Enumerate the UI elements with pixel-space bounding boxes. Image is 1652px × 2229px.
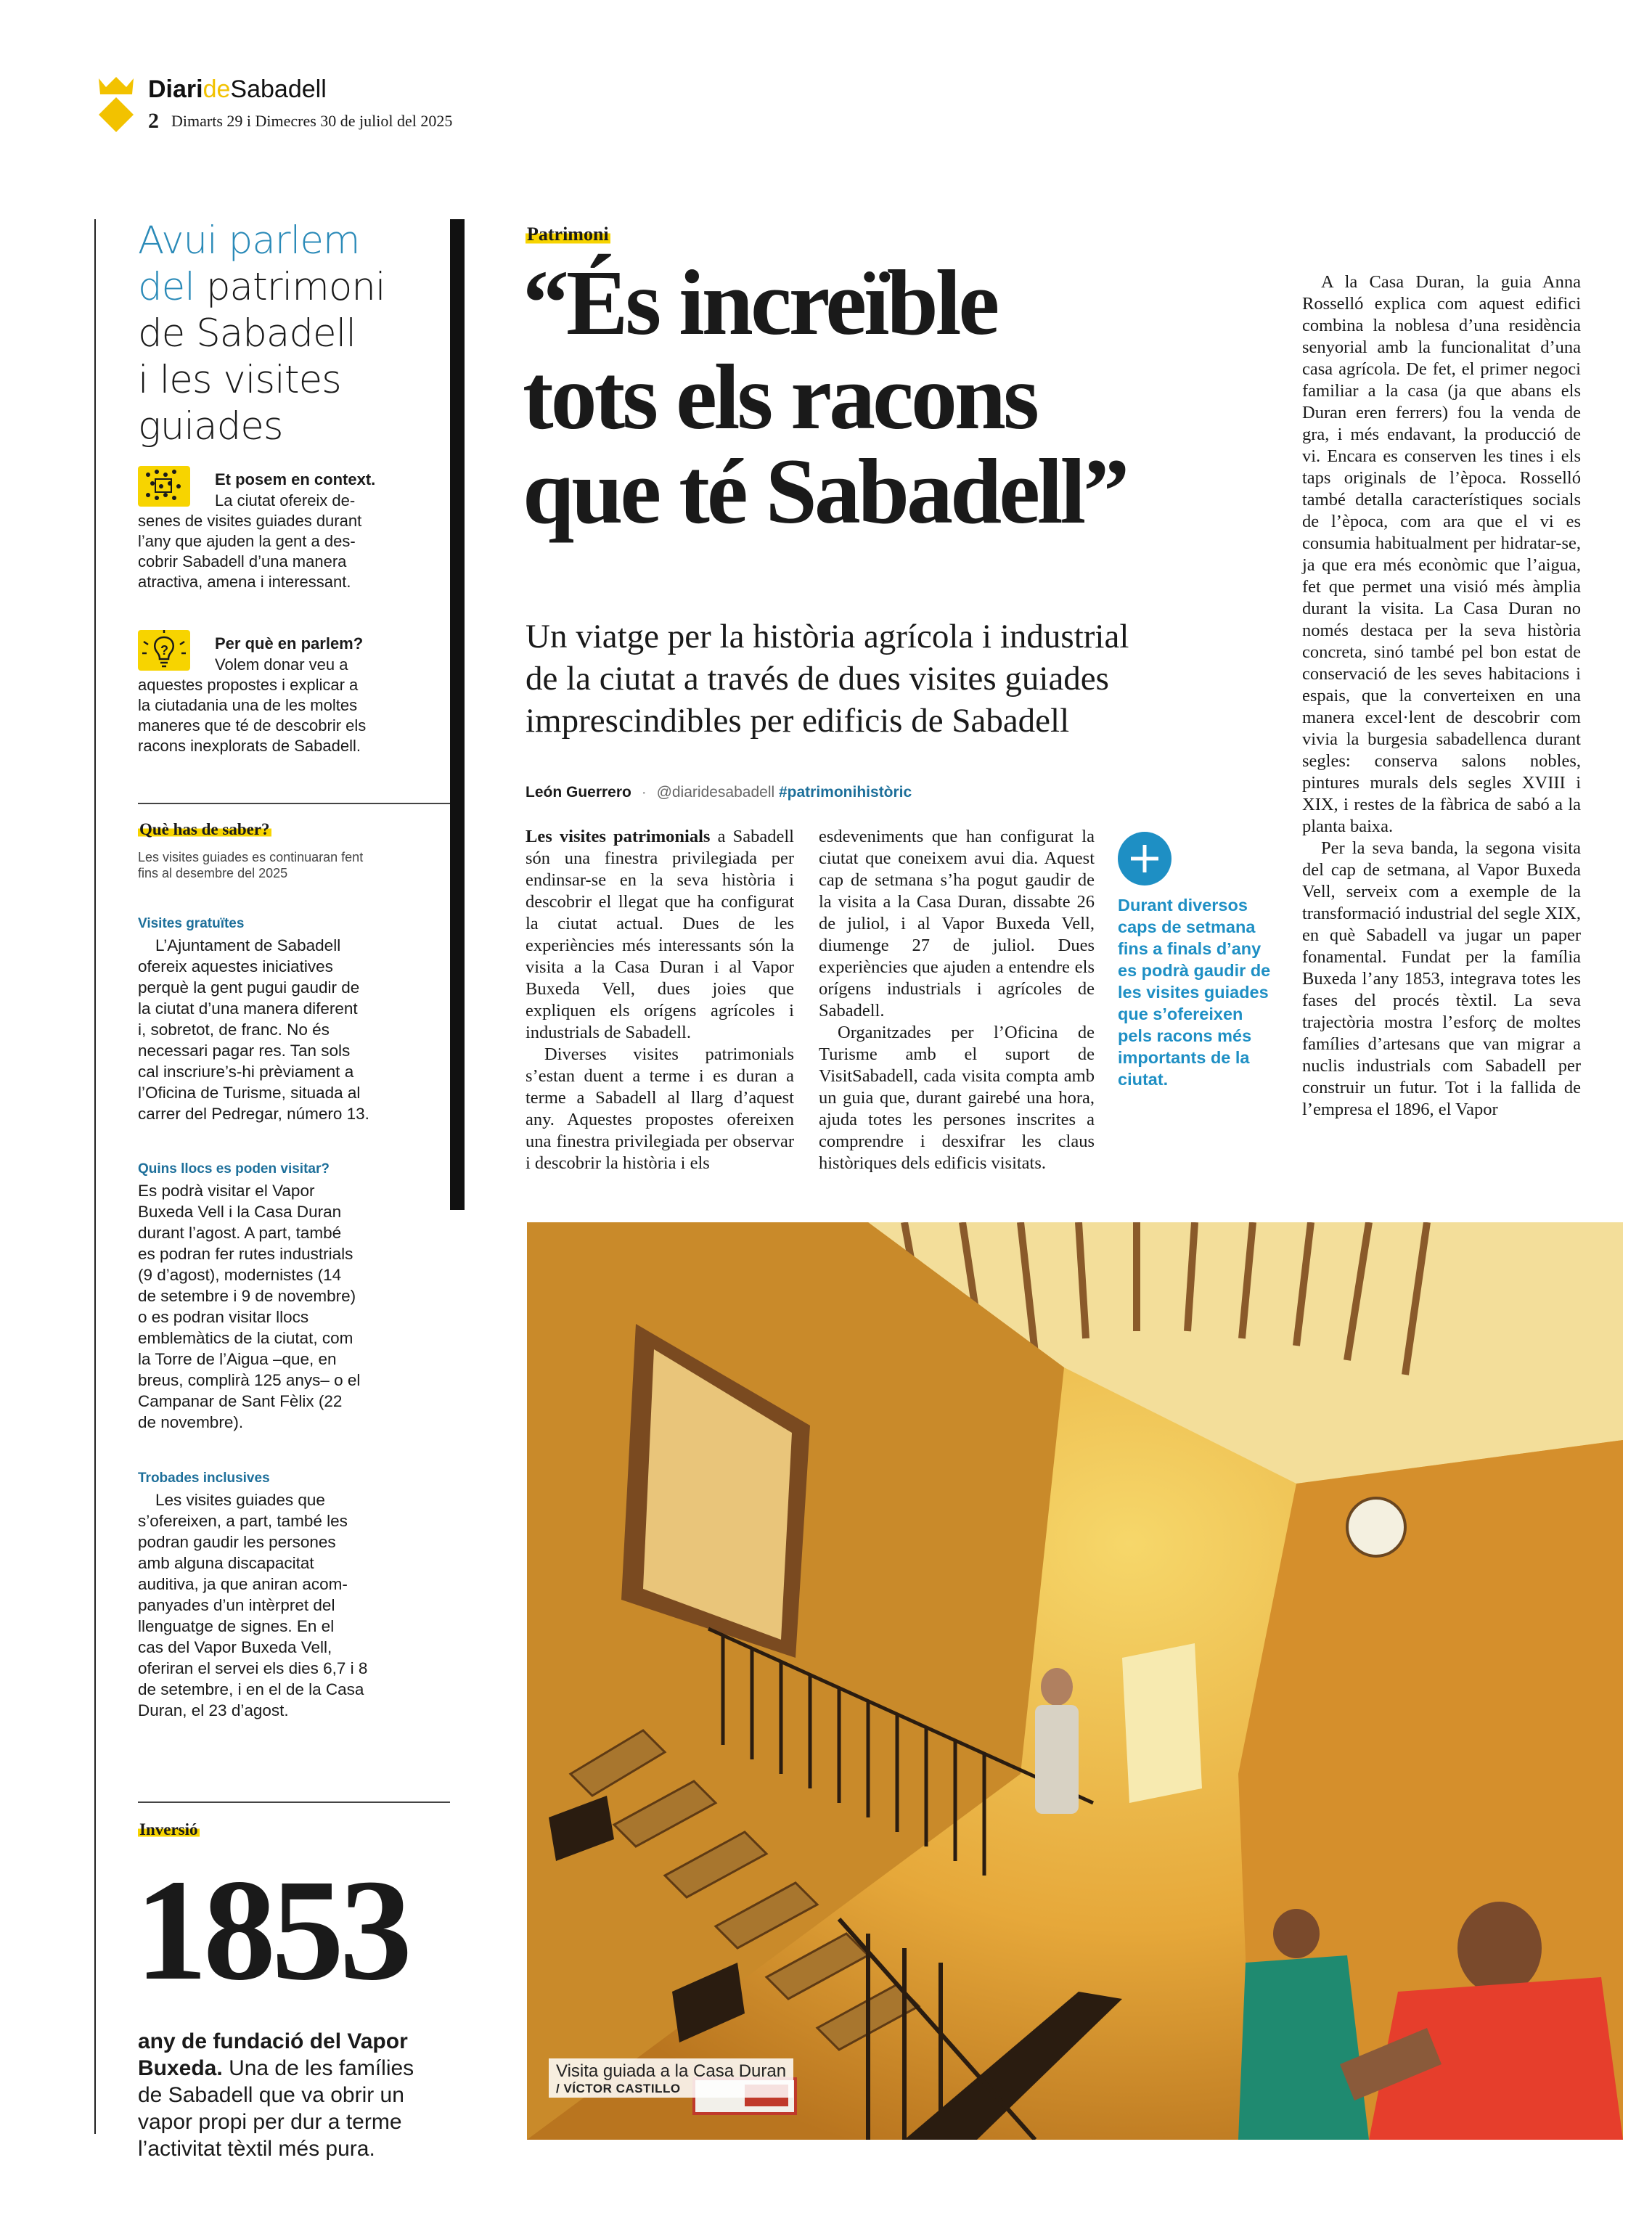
why-line: aquestes propostes i explicar a — [138, 676, 359, 694]
hashtag[interactable]: #patrimonihistòric — [779, 784, 912, 801]
plus-circle-icon — [1118, 832, 1171, 886]
inclusive-body — [138, 1489, 443, 1721]
year-line: vapor propi per dur a terme — [138, 2110, 402, 2134]
year-line: l’activitat tèxtil més pura. — [138, 2137, 375, 2161]
sidebar-title-blue-1: Avui parlem — [138, 218, 360, 263]
article-column-2 — [819, 826, 1095, 1174]
year-description — [138, 2028, 443, 2162]
main-column-rule — [450, 219, 465, 1210]
newspaper-logo-icon — [96, 75, 136, 134]
column-1-paragraph-1: a Sabadell són una finestra privilegiada per endinsar-se en la seva història i descobrir el llegat que ha configurat la ciutat actual. Dues de les experiències més interessants són la visita a la Casa Duran i al Vapor Buxeda Vell, dues joies que expliquen els orígens agrícoles i industrials de Sabadell. — [526, 827, 794, 1042]
lightbulb-question-icon — [138, 630, 190, 671]
places-line: de novembre). — [138, 1413, 244, 1431]
standfirst-line: imprescindibles per edificis de Sabadell — [526, 702, 1070, 740]
masthead-name-part3: Sabadell — [230, 75, 327, 103]
context-heading: Et posem en context. — [215, 470, 376, 488]
social-handle[interactable]: @diaridesabadell — [656, 784, 775, 801]
headline-line: que té Sabadell” — [523, 440, 1127, 543]
byline-separator: · — [641, 784, 647, 801]
year-bold-2: Buxeda. — [138, 2056, 223, 2080]
masthead-title[interactable] — [148, 77, 327, 102]
places-line: o es podran visitar llocs — [138, 1308, 309, 1326]
places-line: breus, complirà 125 anys– o el — [138, 1371, 361, 1389]
free-line: L’Ajuntament de Sabadell — [155, 936, 341, 954]
svg-text:?: ? — [160, 643, 168, 658]
column-4-paragraph-2: Per la seva banda, la segona visita del cap de setmana, al Vapor Buxeda Vell, serveix com a exemple de la transformació industrial del segle XIX, en què Sabadell va jugar un paper fonamental. Fundat per la família Buxeda l’any 1853, integrava totes les fases del procés tèxtil. La seva trajectòria mostra l’esforç de moltes famílies d’artesans que van migrar a nuclis industrials com Sabadell per construir un futur. Tot i la fallida de l’empresa el 1896, el Vapor — [1302, 838, 1581, 1119]
places-line: durant l’agost. A part, també — [138, 1224, 342, 1242]
incl-line: podran gaudir les persones — [138, 1533, 336, 1551]
places-line: Campanar de Sant Fèlix (22 — [138, 1392, 343, 1410]
byline — [526, 784, 912, 801]
sidebar-title-black-4: guiades — [138, 404, 283, 449]
places-body — [138, 1180, 443, 1433]
incl-line: auditiva, ja que aniran acom- — [138, 1575, 348, 1593]
context-line: l’any que ajuden la gent a des- — [138, 532, 356, 550]
free-line: cal inscriure’s-hi prèviament a — [138, 1063, 354, 1081]
article-column-4 — [1302, 271, 1581, 1121]
photo-credit: / VÍCTOR CASTILLO — [556, 2082, 681, 2095]
free-line: i, sobretot, de franc. No és — [138, 1021, 330, 1039]
incl-line: Les visites guiades que — [155, 1491, 325, 1509]
highlight-aside: Durant diversos caps de setmana fins a finals d’any es podrà gaudir de les visites guiades que s’ofereixen pels racons més importants de la ciutat. — [1118, 896, 1271, 1089]
know-label — [138, 820, 271, 839]
masthead-name-part1: Diari — [148, 75, 203, 103]
map-dots-icon — [138, 466, 190, 507]
column-2-paragraph-2: Organitzades per l’Oficina de Turisme amb el suport de VisitSabadell, cada visita compta amb un guia que, durant gairebé una hora, ajuda totes les persones inscrites a comprendre i desxifrar les claus històriques dels edificis visitats. — [819, 1023, 1095, 1173]
context-line: atractiva, amena i interessant. — [138, 573, 351, 591]
year-bold-1: any de fundació del Vapor — [138, 2029, 408, 2053]
headline-line: tots els racons — [523, 345, 1036, 449]
column-2-paragraph-1: esdeveniments que han configurat la ciutat que coneixem avui dia. Aquest cap de setmana s’ha pogut gaudir de la visita a la Casa Duran, dissabte 26 de juliol, i al Vapor Buxeda Vell, diumenge 27 de juliol. Dues experiències que ajuden a entendre els orígens industrials i agrícoles de Sabadell. — [819, 827, 1095, 1021]
article-photo[interactable] — [527, 1222, 1623, 2140]
places-line: es podran fer rutes industrials — [138, 1245, 353, 1263]
incl-line: Duran, el 23 d’agost. — [138, 1701, 289, 1719]
big-number: 1853 — [135, 1850, 408, 2011]
page-number: 2 — [148, 109, 159, 133]
free-line: necessari pagar res. Tan sols — [138, 1042, 351, 1060]
free-visits-heading: Visites gratuïtes — [138, 916, 245, 931]
free-line: l’Oficina de Turisme, situada al — [138, 1084, 361, 1102]
places-heading: Quins llocs es poden visitar? — [138, 1161, 330, 1177]
places-line: de setembre i 9 de novembre) — [138, 1287, 356, 1305]
why-body — [138, 675, 443, 756]
places-line: (9 d’agost), modernistes (14 — [138, 1266, 342, 1284]
masthead-name-part2: de — [203, 75, 231, 103]
sidebar-title-black-1: patrimoni — [205, 265, 385, 309]
caption-text: Visita guiada a la Casa Duran — [556, 2061, 787, 2081]
inclusive-heading: Trobades inclusives — [138, 1471, 270, 1486]
places-line: la Torre de l’Aigua –que, en — [138, 1350, 337, 1368]
free-visits-body — [138, 935, 443, 1124]
incl-line: s’ofereixen, a part, també les — [138, 1512, 348, 1530]
investment-label — [138, 1820, 200, 1839]
incl-line: cas del Vapor Buxeda Vell, — [138, 1638, 332, 1656]
why-line: la ciutadania una de les moltes — [138, 696, 358, 714]
places-line: Es podrà visitar el Vapor — [138, 1182, 315, 1200]
why-first-line: Volem donar veu a — [215, 655, 348, 674]
year-rest-1: Una de les famílies — [229, 2056, 414, 2080]
sidebar-divider — [138, 803, 450, 804]
know-note-line: fins al desembre del 2025 — [138, 866, 288, 880]
sidebar-title — [138, 218, 443, 450]
year-line: de Sabadell que va obrir un — [138, 2083, 404, 2107]
know-note — [138, 849, 443, 881]
sidebar-divider — [138, 1801, 450, 1803]
places-line: Buxeda Vell i la Casa Duran — [138, 1203, 342, 1221]
incl-line: llenguatge de signes. En el — [138, 1617, 335, 1635]
author-name[interactable]: León Guerrero — [526, 784, 631, 801]
sidebar-rule — [94, 219, 96, 2134]
free-line: carrer del Pedregar, número 13. — [138, 1105, 369, 1123]
column-1-paragraph-2: Diverses visites patrimonials s’estan duent a terme i es duran a terme a Sabadell al llarg d’aquest any. Aquestes propostes ofereixen una finestra privilegiada per observar i descobrir la història i els — [526, 1044, 794, 1173]
why-line: racons inexplorats de Sabadell. — [138, 737, 361, 755]
incl-line: oferiran el servei els dies 6,7 i 8 — [138, 1659, 368, 1677]
free-line: perquè la gent pugui gaudir de — [138, 978, 360, 997]
context-body — [138, 511, 443, 592]
photo-caption — [549, 2058, 793, 2098]
issue-date: Dimarts 29 i Dimecres 30 de juliol del 2025 — [171, 112, 453, 130]
know-label-text: Què has de saber? — [139, 820, 270, 838]
incl-line: amb alguna discapacitat — [138, 1554, 314, 1572]
investment-label-text: Inversió — [139, 1820, 198, 1839]
sidebar-title-black-2: de Sabadell — [138, 311, 356, 356]
standfirst-line: Un viatge per la història agrícola i industrial — [526, 618, 1129, 655]
sidebar-title-black-3: i les visites — [138, 358, 341, 402]
why-heading: Per què en parlem? — [215, 634, 364, 653]
incl-line: de setembre, i en el de la Casa — [138, 1680, 364, 1698]
section-label: Patrimoni — [527, 224, 609, 245]
headline-line: “És increïble — [523, 251, 997, 354]
lead-in: Les visites patrimonials — [526, 827, 711, 846]
standfirst — [526, 615, 1201, 742]
staircase-photo-illustration — [527, 1222, 1623, 2140]
article-column-1 — [526, 826, 794, 1174]
standfirst-line: de la ciutat a través de dues visites guiades — [526, 660, 1109, 698]
free-line: la ciutat d’una manera diferent — [138, 999, 358, 1018]
context-line: senes de visites guiades durant — [138, 512, 362, 530]
places-line: emblemàtics de la ciutat, com — [138, 1329, 353, 1347]
sidebar-title-blue-2: del — [138, 265, 195, 309]
why-line: maneres que té de descobrir els — [138, 716, 367, 735]
incl-line: panyades d’un intèrpret del — [138, 1596, 335, 1614]
headline — [523, 251, 1277, 543]
free-line: ofereix aquestes iniciatives — [138, 957, 333, 976]
context-first-line: La ciutat ofereix de- — [215, 491, 356, 510]
context-line: cobrir Sabadell d’una manera — [138, 552, 347, 570]
know-note-line: Les visites guiades es continuaran fent — [138, 850, 364, 864]
column-4-paragraph-1: A la Casa Duran, la guia Anna Rosselló explica com aquest edifici combina la noblesa d’una residència senyorial amb la funcionalitat d’una casa agrícola. De fet, el primer negoci familiar a la casa (ja que abans els Duran eren ferrers) fou la venda de gra, i més endavant, la producció de vi. Encara es conserven les tines i els taps originals de l’època. Rosselló també detalla característiques socials de l’època, com ara que el vi es consumia habitualment per hidratar-se, ja que era més econòmic que l’aigua, fet que permet una visió més àmplia durant la visita. La Casa Duran no només destaca per la seva història concreta, sinó també pel bon estat de conservació de les seves habitacions i espais, que la converteixen en una manera excel·lent de descobrir com vivia la burgesia sabadellenca durant segles: conserva salons nobles, pintures murals dels segles XVIII i XIX, i restes de la fàbrica de sabó a la planta baixa. — [1302, 272, 1581, 836]
